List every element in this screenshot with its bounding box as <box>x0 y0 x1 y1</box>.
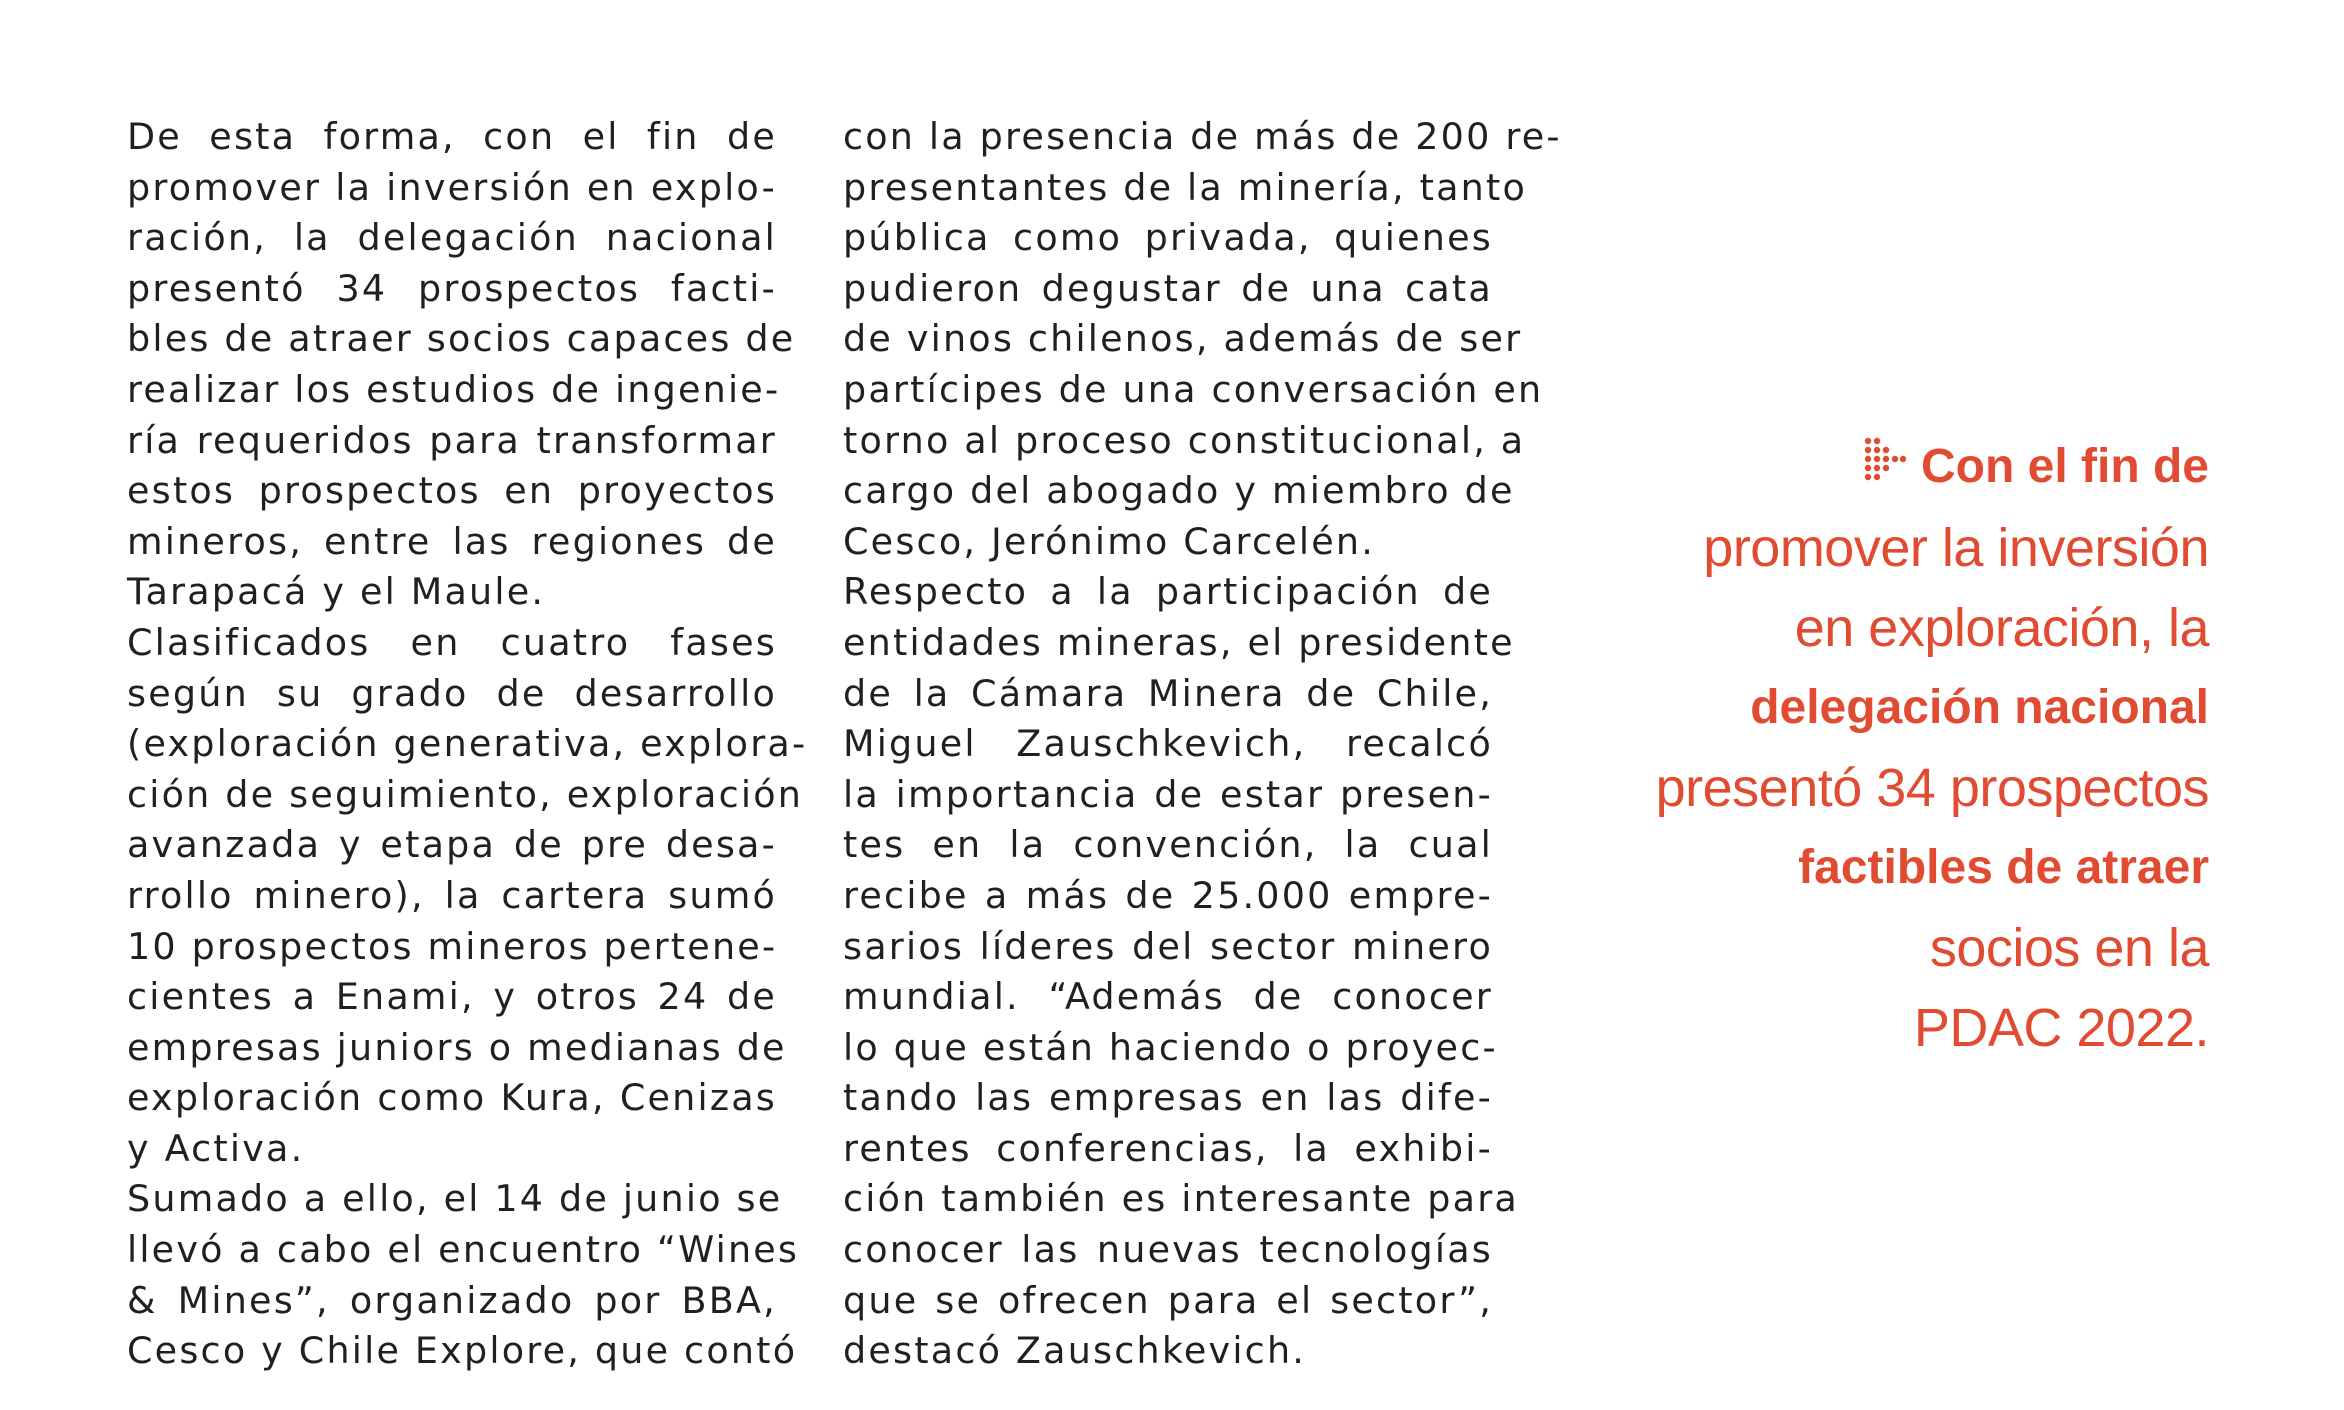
middle-line: rentes conferencias, la exhibi- <box>843 1126 1493 1170</box>
middle-line: Cesco, Jerónimo Carcelén. <box>843 519 1375 563</box>
left-line: Tarapacá y el Maule. <box>127 570 546 614</box>
pull-quote <box>1569 424 2209 1068</box>
middle-line: con la presencia de más de 200 re- <box>843 115 1562 158</box>
middle-line: la importancia de estar presen- <box>843 772 1493 816</box>
pull-quote-line: promover la inversión <box>1703 517 2209 578</box>
left-line: bles de atraer socios capaces de <box>127 317 796 361</box>
middle-line: sarios líderes del sector minero <box>843 924 1493 968</box>
middle-line: pública como privada, quienes <box>843 216 1493 260</box>
middle-line: entidades mineras, el presidente <box>843 620 1515 664</box>
middle-line: mundial. “Además de conocer <box>843 975 1493 1019</box>
pull-quote-row <box>1569 424 2209 508</box>
middle-line: presentantes de la minería, tanto <box>843 165 1528 209</box>
left-line: empresas juniors o medianas de <box>127 1025 787 1069</box>
pull-quote-line: delegación nacional <box>1750 680 2209 734</box>
middle-line: cargo del abogado y miembro de <box>843 469 1515 513</box>
middle-line: que se ofrecen para el sector”, <box>843 1278 1493 1322</box>
left-line: llevó a cabo el encuentro “Wines <box>127 1228 800 1272</box>
pull-quote-line: en exploración, la <box>1794 597 2209 658</box>
left-line: exploración como Kura, Cenizas <box>127 1076 777 1120</box>
left-line: Cesco y Chile Explore, que contó <box>127 1329 798 1373</box>
middle-line: conocer las nuevas tecnologías <box>843 1228 1493 1272</box>
middle-line: de vinos chilenos, además de ser <box>843 317 1523 361</box>
left-line: ración, la delegación nacional <box>127 216 777 260</box>
dot-grid-icon <box>1863 424 1907 504</box>
left-line: & Mines”, organizado por BBA, <box>127 1278 777 1322</box>
middle-line: pudieron degustar de una cata <box>843 266 1493 310</box>
left-line: realizar los estudios de ingenie- <box>127 367 781 411</box>
middle-line: Miguel Zauschkevich, recalcó <box>843 722 1493 766</box>
pull-quote-line: PDAC 2022. <box>1913 997 2209 1058</box>
pull-quote-line: Con el fin de <box>1921 440 2209 493</box>
left-line: mineros, entre las regiones de <box>127 519 777 563</box>
left-line: y Activa. <box>127 1126 305 1170</box>
middle-text-column <box>843 112 1562 1377</box>
left-line: ría requeridos para transformar <box>127 418 777 462</box>
middle-line: tando las empresas en las dife- <box>843 1076 1493 1120</box>
left-line: promover la inversión en explo- <box>127 165 777 209</box>
middle-line: torno al proceso constitucional, a <box>843 418 1526 462</box>
left-line: presentó 34 prospectos facti- <box>127 266 777 310</box>
middle-line: Respecto a la participación de <box>843 570 1493 614</box>
middle-line: partícipes de una conversación en <box>843 367 1544 411</box>
left-line: 10 prospectos mineros pertene- <box>127 924 778 968</box>
left-line: ción de seguimiento, exploración <box>127 772 804 816</box>
middle-line: de la Cámara Minera de Chile, <box>843 671 1493 715</box>
middle-line: destacó Zauschkevich. <box>843 1329 1307 1373</box>
middle-line: recibe a más de 25.000 empre- <box>843 873 1493 917</box>
left-line: según su grado de desarrollo <box>127 671 777 715</box>
left-line: (exploración generativa, explora- <box>127 722 808 766</box>
pull-quote-line: socios en la <box>1929 917 2209 978</box>
middle-line: tes en la convención, la cual <box>843 823 1493 867</box>
pull-quote-line: presentó 34 prospectos <box>1655 757 2209 818</box>
left-line: Clasificados en cuatro fases <box>127 620 777 664</box>
left-line: De esta forma, con el fin de <box>127 115 777 158</box>
left-text-column <box>127 112 808 1377</box>
pull-quote-line: factibles de atraer <box>1798 840 2209 894</box>
middle-line: ción también es interesante para <box>843 1177 1519 1221</box>
left-line: cientes a Enami, y otros 24 de <box>127 975 777 1019</box>
left-line: rrollo minero), la cartera sumó <box>127 873 777 917</box>
left-line: Sumado a ello, el 14 de junio se <box>127 1177 783 1221</box>
left-line: avanzada y etapa de pre desa- <box>127 823 777 867</box>
left-line: estos prospectos en proyectos <box>127 469 777 513</box>
middle-line: lo que están haciendo o proyec- <box>843 1025 1498 1069</box>
